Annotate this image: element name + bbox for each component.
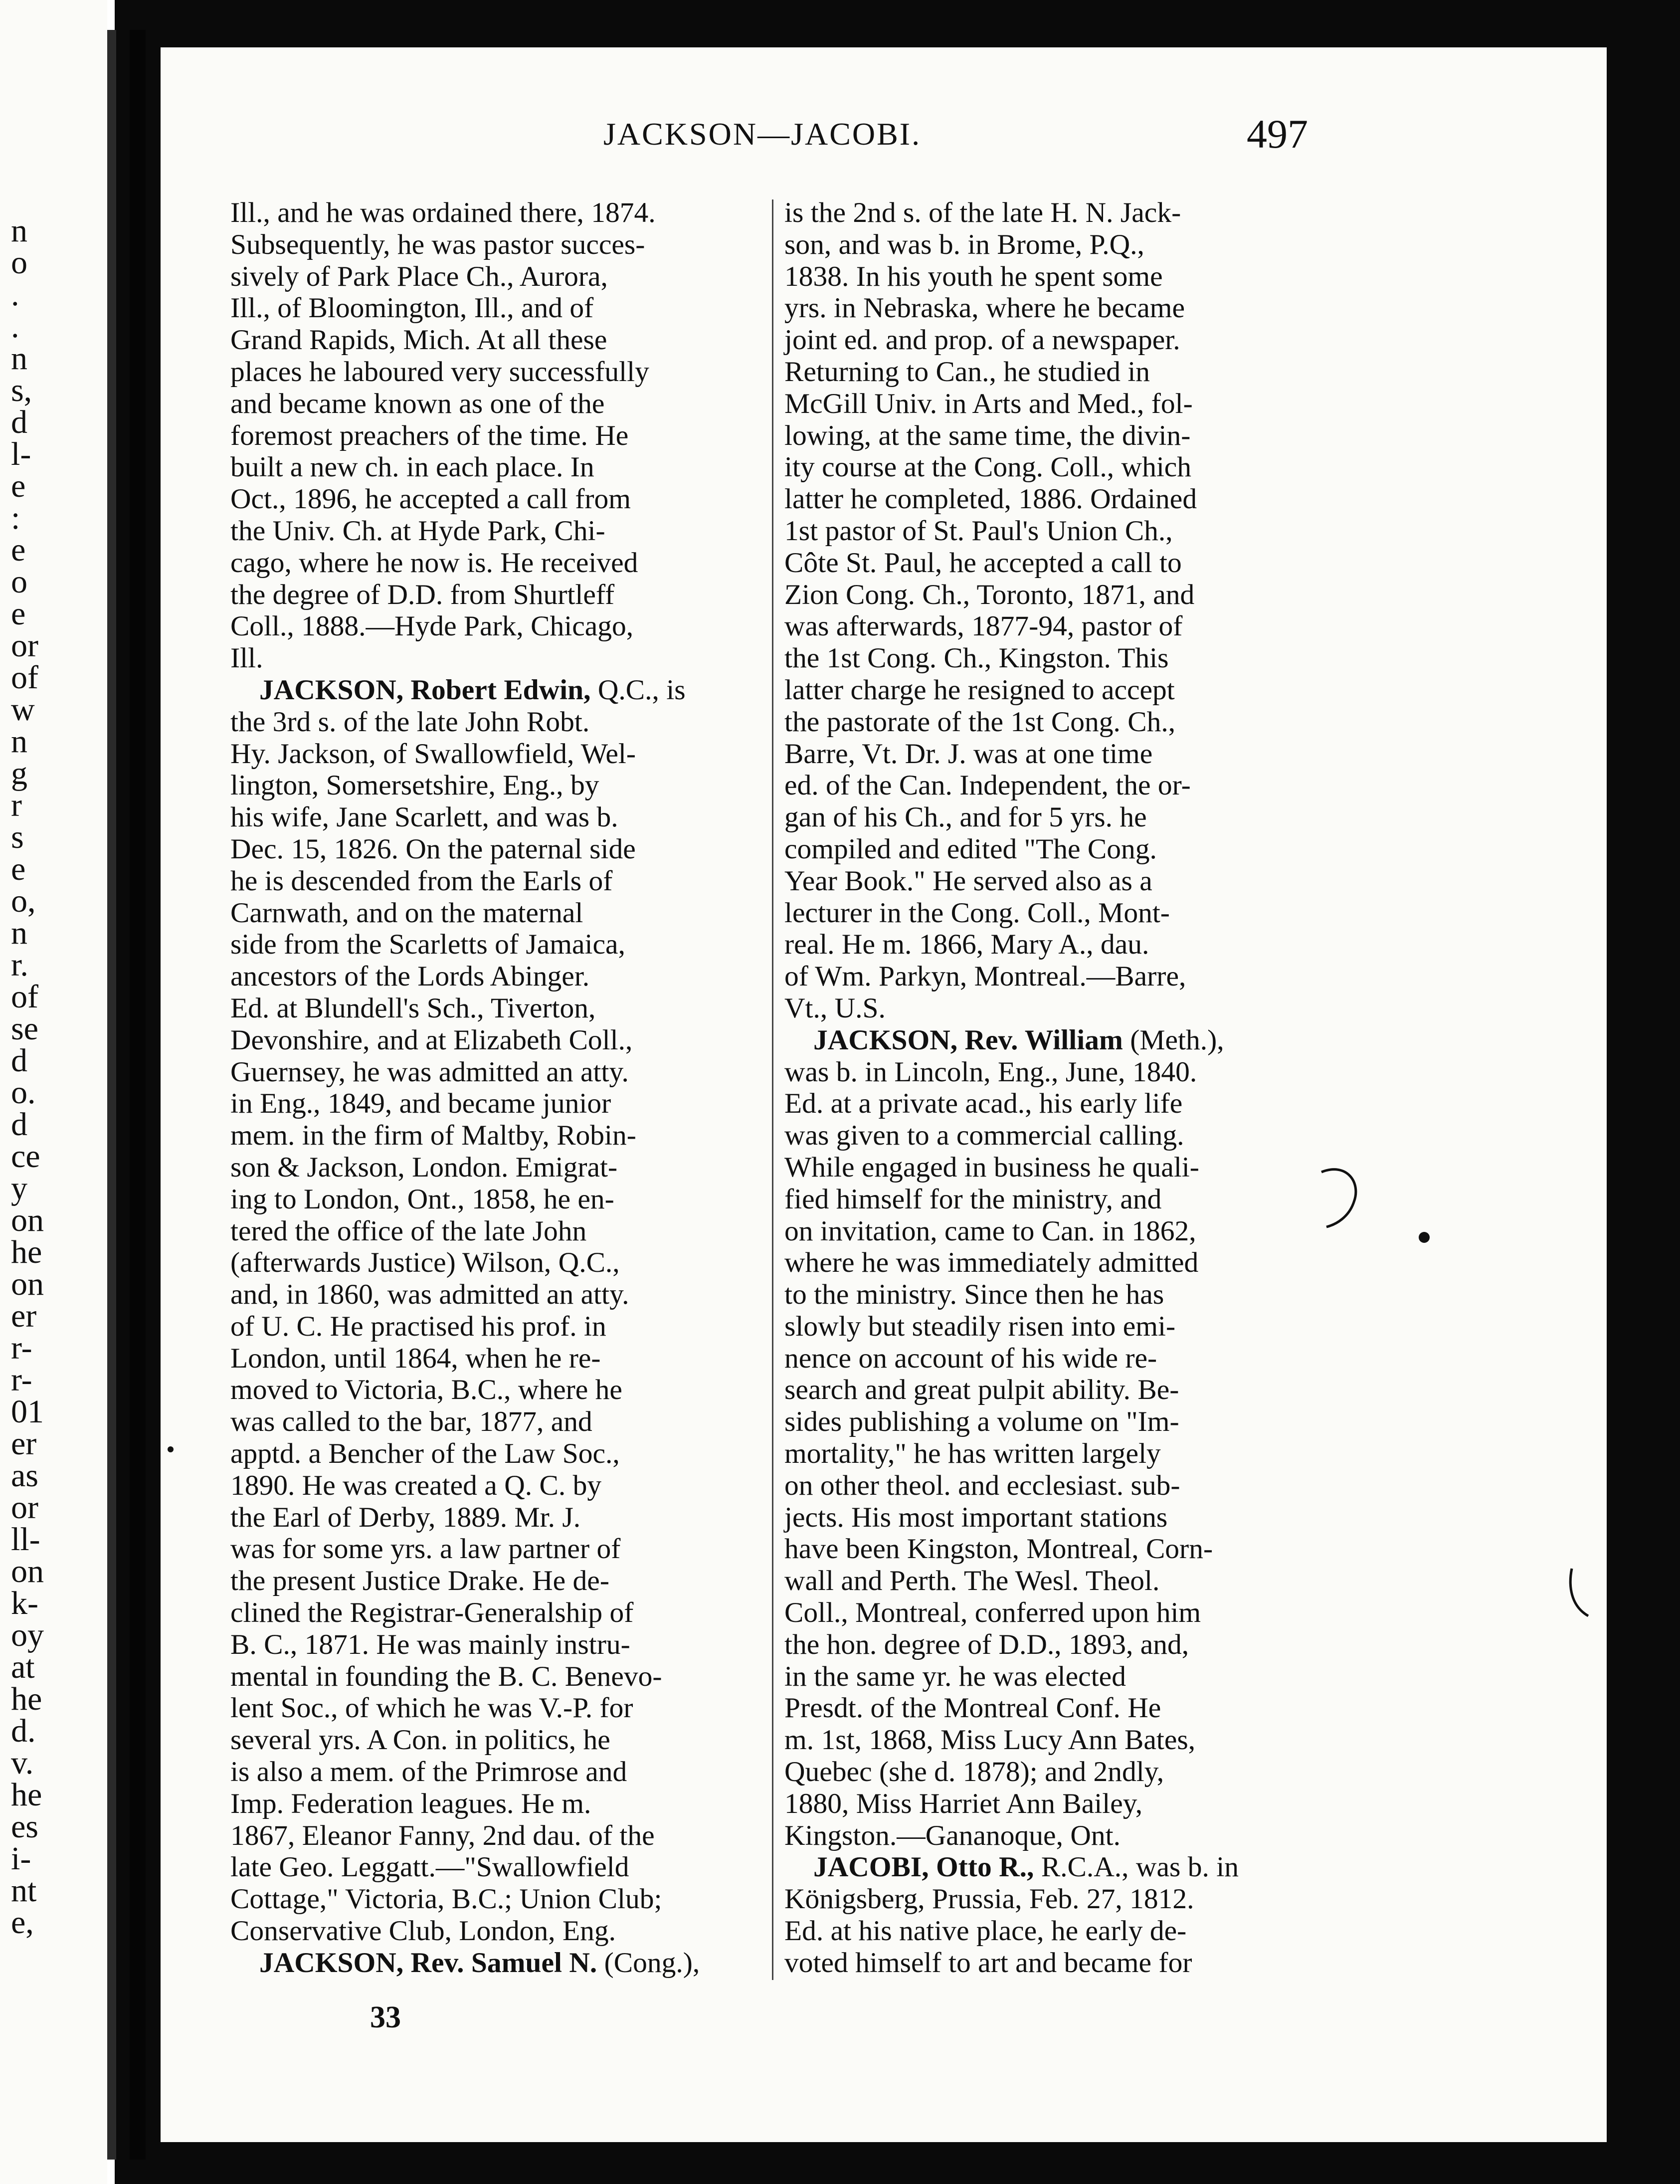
edge-fragment: d.: [11, 1713, 36, 1749]
running-head: JACKSON—JACOBI.: [603, 116, 922, 152]
edge-fragment: on: [11, 1266, 44, 1302]
text-line: was given to a commercial calling.: [784, 1120, 1184, 1152]
edge-fragment: on: [11, 1553, 44, 1589]
edge-fragment: d: [11, 1106, 27, 1143]
text-line: Ill.: [230, 642, 263, 674]
text-line: was b. in Lincoln, Eng., June, 1840.: [784, 1056, 1197, 1088]
text-line: the 1st Cong. Ch., Kingston. This: [784, 642, 1169, 674]
edge-fragment: o.: [11, 1074, 36, 1111]
entry-jackson-william: [784, 1024, 1318, 1852]
edge-fragment: e: [11, 532, 26, 568]
text-line: Guernsey, he was admitted an atty.: [230, 1056, 629, 1088]
entry-continuation: [784, 197, 1318, 1024]
text-line: Ill., and he was ordained there, 1874.: [230, 197, 656, 228]
text-line: Ed. at his native place, he early de-: [784, 1915, 1187, 1947]
text-line: joint ed. and prop. of a newspaper.: [784, 324, 1180, 356]
text-line: Hy. Jackson, of Swallowfield, Wel-: [230, 738, 636, 770]
text-line: he is descended from the Earls of: [230, 865, 613, 897]
text-line: on invitation, came to Can. in 1862,: [784, 1215, 1196, 1247]
text-line: cago, where he now is. He received: [230, 547, 638, 579]
text-line: Kingston.—Gananoque, Ont.: [784, 1819, 1120, 1851]
text-line: Returning to Can., he studied in: [784, 356, 1150, 388]
entry-jacobi-otto: [784, 1851, 1318, 1979]
text-line: son, and was b. in Brome, P.Q.,: [784, 228, 1144, 260]
edge-fragment: l-: [11, 436, 31, 472]
text-line: the Earl of Derby, 1889. Mr. J.: [230, 1501, 581, 1533]
text-line: was for some yrs. a law partner of: [230, 1533, 621, 1565]
pen-bracket-mark: [1316, 1162, 1361, 1232]
text-line: mental in founding the B. C. Benevo-: [230, 1660, 662, 1692]
text-line: Subsequently, he was pastor succes-: [230, 228, 645, 260]
text-line: the degree of D.D. from Shurtleff: [230, 579, 615, 610]
text-line: Cottage," Victoria, B.C.; Union Club;: [230, 1883, 662, 1915]
pen-tick-mark: [1566, 1566, 1596, 1621]
text-line: Vt., U.S.: [784, 992, 886, 1024]
text-line: Ill., of Bloomington, Ill., and of: [230, 292, 594, 324]
previous-page-edge: [0, 0, 107, 2184]
edge-fragment: he: [11, 1681, 42, 1717]
text-line: 1838. In his youth he spent some: [784, 260, 1163, 292]
text-line: sively of Park Place Ch., Aurora,: [230, 260, 608, 292]
edge-fragment: n: [11, 723, 27, 760]
text-line: and, in 1860, was admitted an atty.: [230, 1279, 629, 1311]
edge-fragment: s: [11, 819, 24, 855]
edge-fragment: he: [11, 1777, 42, 1813]
edge-fragment: oy: [11, 1617, 44, 1653]
text-line: lecturer in the Cong. Coll., Mont-: [784, 897, 1170, 929]
page-number: 497: [1247, 111, 1308, 157]
text-line: is also a mem. of the Primrose and: [230, 1756, 627, 1788]
scan-border-right: [1607, 0, 1680, 2184]
edge-fragment: er: [11, 1298, 37, 1334]
text-line: ity course at the Cong. Coll., which: [784, 451, 1192, 483]
text-line: Ed. at a private acad., his early life: [784, 1088, 1183, 1120]
text-line: Coll., Montreal, conferred upon him: [784, 1597, 1201, 1629]
text-line: Imp. Federation leagues. He m.: [230, 1787, 591, 1819]
text-line: slowly but steadily risen into emi-: [784, 1310, 1176, 1342]
edge-fragment: d: [11, 1042, 27, 1079]
column-rule: [772, 199, 773, 1980]
text-line: late Geo. Leggatt.—"Swallowfield: [230, 1851, 629, 1883]
text-line: (Meth.),: [1130, 1024, 1224, 1056]
text-line: voted himself to art and became for: [784, 1947, 1192, 1979]
text-line: latter charge he resigned to accept: [784, 674, 1175, 706]
text-line: jects. His most important stations: [784, 1501, 1168, 1533]
text-line: mem. in the firm of Maltby, Robin-: [230, 1120, 636, 1152]
text-line: Devonshire, and at Elizabeth Coll.,: [230, 1024, 633, 1056]
edge-fragment: :: [11, 500, 20, 536]
edge-fragment: r-: [11, 1330, 32, 1366]
edge-fragment: n: [11, 212, 27, 249]
text-line: the pastorate of the 1st Cong. Ch.,: [784, 706, 1176, 738]
edge-fragment: .: [11, 276, 19, 313]
text-line: clined the Registrar-Generalship of: [230, 1597, 634, 1629]
text-line: the 3rd s. of the late John Robt.: [230, 706, 590, 738]
text-line: B. C., 1871. He was mainly instru-: [230, 1628, 630, 1660]
text-line: While engaged in business he quali-: [784, 1151, 1199, 1183]
text-line: real. He m. 1866, Mary A., dau.: [784, 929, 1149, 961]
text-line: London, until 1864, when he re-: [230, 1342, 601, 1374]
text-line: of U. C. He practised his prof. in: [230, 1310, 606, 1342]
text-line: fied himself for the ministry, and: [784, 1183, 1162, 1215]
text-line: (Cong.),: [604, 1947, 700, 1979]
edge-fragment: n: [11, 340, 27, 377]
text-line: 1st pastor of St. Paul's Union Ch.,: [784, 515, 1173, 547]
text-line: lowing, at the same time, the divin-: [784, 419, 1191, 451]
edge-fragment: or: [11, 1489, 38, 1526]
binding-spine: [130, 30, 146, 2160]
text-line: was called to the bar, 1877, and: [230, 1406, 592, 1438]
text-line: his wife, Jane Scarlett, and was b.: [230, 801, 618, 833]
edge-fragment: v.: [11, 1745, 34, 1781]
entry-jackson-robert-edwin: [230, 674, 764, 1947]
text-line: the hon. degree of D.D., 1893, and,: [784, 1628, 1189, 1660]
text-line: Dec. 15, 1826. On the paternal side: [230, 833, 636, 865]
text-line: where he was immediately admitted: [784, 1247, 1199, 1279]
entry-head: JACKSON, Rev. William: [813, 1024, 1123, 1056]
edge-fragment: d: [11, 404, 27, 440]
text-line: Q.C., is: [597, 674, 686, 706]
text-line: moved to Victoria, B.C., where he: [230, 1374, 622, 1406]
edge-fragment: e: [11, 468, 26, 504]
text-line: search and great pulpit ability. Be-: [784, 1374, 1179, 1406]
edge-fragment: 01: [11, 1393, 44, 1430]
text-line: apptd. a Bencher of the Law Soc.,: [230, 1438, 620, 1470]
text-line: Quebec (she d. 1878); and 2ndly,: [784, 1756, 1164, 1788]
edge-fragment: o: [11, 564, 27, 600]
text-line: lent Soc., of which he was V.-P. for: [230, 1692, 633, 1724]
text-line: have been Kingston, Montreal, Corn-: [784, 1533, 1213, 1565]
entry-head: JACKSON, Robert Edwin,: [259, 674, 591, 706]
ink-speck: [1419, 1232, 1430, 1243]
edge-fragment: i-: [11, 1840, 31, 1877]
scan-border-top: [115, 0, 1680, 47]
text-line: was afterwards, 1877-94, pastor of: [784, 610, 1183, 642]
entry-head: JACOBI, Otto R.,: [813, 1851, 1034, 1883]
edge-fragment: ce: [11, 1138, 40, 1175]
text-line: R.C.A., was b. in: [1041, 1851, 1239, 1883]
text-line: m. 1st, 1868, Miss Lucy Ann Bates,: [784, 1724, 1196, 1756]
edge-fragment: r-: [11, 1362, 32, 1398]
edge-fragment: ll-: [11, 1521, 40, 1558]
edge-fragment: nt: [11, 1872, 37, 1909]
text-line: side from the Scarletts of Jamaica,: [230, 929, 625, 961]
text-line: is the 2nd s. of the late H. N. Jack-: [784, 197, 1181, 228]
entry-continuation: [230, 197, 764, 674]
text-line: Year Book." He served also as a: [784, 865, 1152, 897]
entry-head: JACKSON, Rev. Samuel N.: [259, 1947, 597, 1979]
edge-fragment: of: [11, 659, 38, 696]
text-line: Grand Rapids, Mich. At all these: [230, 324, 607, 356]
text-line: McGill Univ. in Arts and Med., fol-: [784, 388, 1193, 419]
text-line: gan of his Ch., and for 5 yrs. he: [784, 801, 1147, 833]
edge-fragment: on: [11, 1202, 44, 1238]
edge-fragment: he: [11, 1234, 42, 1270]
text-line: yrs. in Nebraska, where he became: [784, 292, 1185, 324]
text-line: places he laboured very successfully: [230, 356, 649, 388]
text-line: Côte St. Paul, he accepted a call to: [784, 547, 1182, 579]
edge-fragment: r: [11, 787, 22, 823]
text-line: Coll., 1888.—Hyde Park, Chicago,: [230, 610, 634, 642]
text-line: foremost preachers of the time. He: [230, 419, 629, 451]
text-line: Oct., 1896, he accepted a call from: [230, 483, 631, 515]
text-line: several yrs. A Con. in politics, he: [230, 1724, 610, 1756]
text-line: Zion Cong. Ch., Toronto, 1871, and: [784, 579, 1195, 610]
edge-fragment: se: [11, 1010, 38, 1047]
text-line: mortality," he has written largely: [784, 1438, 1161, 1470]
text-line: latter he completed, 1886. Ordained: [784, 483, 1197, 515]
text-line: 1867, Eleanor Fanny, 2nd dau. of the: [230, 1819, 655, 1851]
text-line: Conservative Club, London, Eng.: [230, 1915, 616, 1947]
edge-fragment: n: [11, 915, 27, 951]
text-line: Ed. at Blundell's Sch., Tiverton,: [230, 992, 596, 1024]
scan-border-bottom: [115, 2140, 1680, 2184]
text-line: on other theol. and ecclesiast. sub-: [784, 1469, 1180, 1501]
edge-fragment: e: [11, 596, 26, 632]
text-line: to the ministry. Since then he has: [784, 1279, 1164, 1311]
edge-fragment: o: [11, 244, 27, 281]
text-line: 1880, Miss Harriet Ann Bailey,: [784, 1787, 1143, 1819]
text-line: the Univ. Ch. at Hyde Park, Chi-: [230, 515, 605, 547]
text-line: (afterwards Justice) Wilson, Q.C.,: [230, 1247, 620, 1279]
text-line: wall and Perth. The Wesl. Theol.: [784, 1565, 1160, 1597]
text-line: Barre, Vt. Dr. J. was at one time: [784, 738, 1153, 770]
ink-speck: [168, 1446, 174, 1452]
edge-fragment: at: [11, 1649, 35, 1685]
edge-fragment: of: [11, 979, 38, 1015]
text-line: 1890. He was created a Q. C. by: [230, 1469, 602, 1501]
text-line: ing to London, Ont., 1858, he en-: [230, 1183, 614, 1215]
right-column: [784, 197, 1318, 1979]
text-line: in Eng., 1849, and became junior: [230, 1088, 611, 1120]
text-line: sides publishing a volume on "Im-: [784, 1406, 1179, 1438]
text-line: in the same yr. he was elected: [784, 1660, 1126, 1692]
edge-fragment: e: [11, 851, 26, 887]
edge-fragment: es: [11, 1808, 38, 1845]
text-line: ed. of the Can. Independent, the or-: [784, 770, 1191, 801]
edge-fragment: e,: [11, 1904, 34, 1941]
edge-fragment: y: [11, 1170, 27, 1206]
text-line: tered the office of the late John: [230, 1215, 587, 1247]
text-line: ancestors of the Lords Abinger.: [230, 961, 590, 993]
text-line: son & Jackson, London. Emigrat-: [230, 1151, 618, 1183]
text-line: Carnwath, and on the maternal: [230, 897, 583, 929]
text-line: nence on account of his wide re-: [784, 1342, 1157, 1374]
entry-jackson-samuel-n: [230, 1947, 764, 1979]
signature-mark: 33: [370, 2000, 401, 2034]
edge-fragment: or: [11, 627, 38, 664]
text-line: of Wm. Parkyn, Montreal.—Barre,: [784, 961, 1186, 993]
binding-shadow: [107, 30, 116, 2160]
text-line: lington, Somersetshire, Eng., by: [230, 770, 599, 801]
edge-fragment: w: [11, 691, 35, 728]
edge-fragment: .: [11, 308, 19, 345]
edge-fragment: s,: [11, 372, 32, 408]
edge-fragment: r.: [11, 947, 28, 983]
text-line: compiled and edited "The Cong.: [784, 833, 1157, 865]
edge-fragment: as: [11, 1457, 38, 1494]
text-line: built a new ch. in each place. In: [230, 451, 594, 483]
left-column: [230, 197, 764, 1979]
text-line: and became known as one of the: [230, 388, 605, 419]
text-line: Presdt. of the Montreal Conf. He: [784, 1692, 1161, 1724]
edge-fragment: er: [11, 1425, 37, 1462]
edge-fragment: g: [11, 755, 27, 792]
edge-fragment: k-: [11, 1585, 38, 1621]
edge-fragment: o,: [11, 883, 36, 919]
text-line: the present Justice Drake. He de-: [230, 1565, 609, 1597]
text-line: Königsberg, Prussia, Feb. 27, 1812.: [784, 1883, 1194, 1915]
